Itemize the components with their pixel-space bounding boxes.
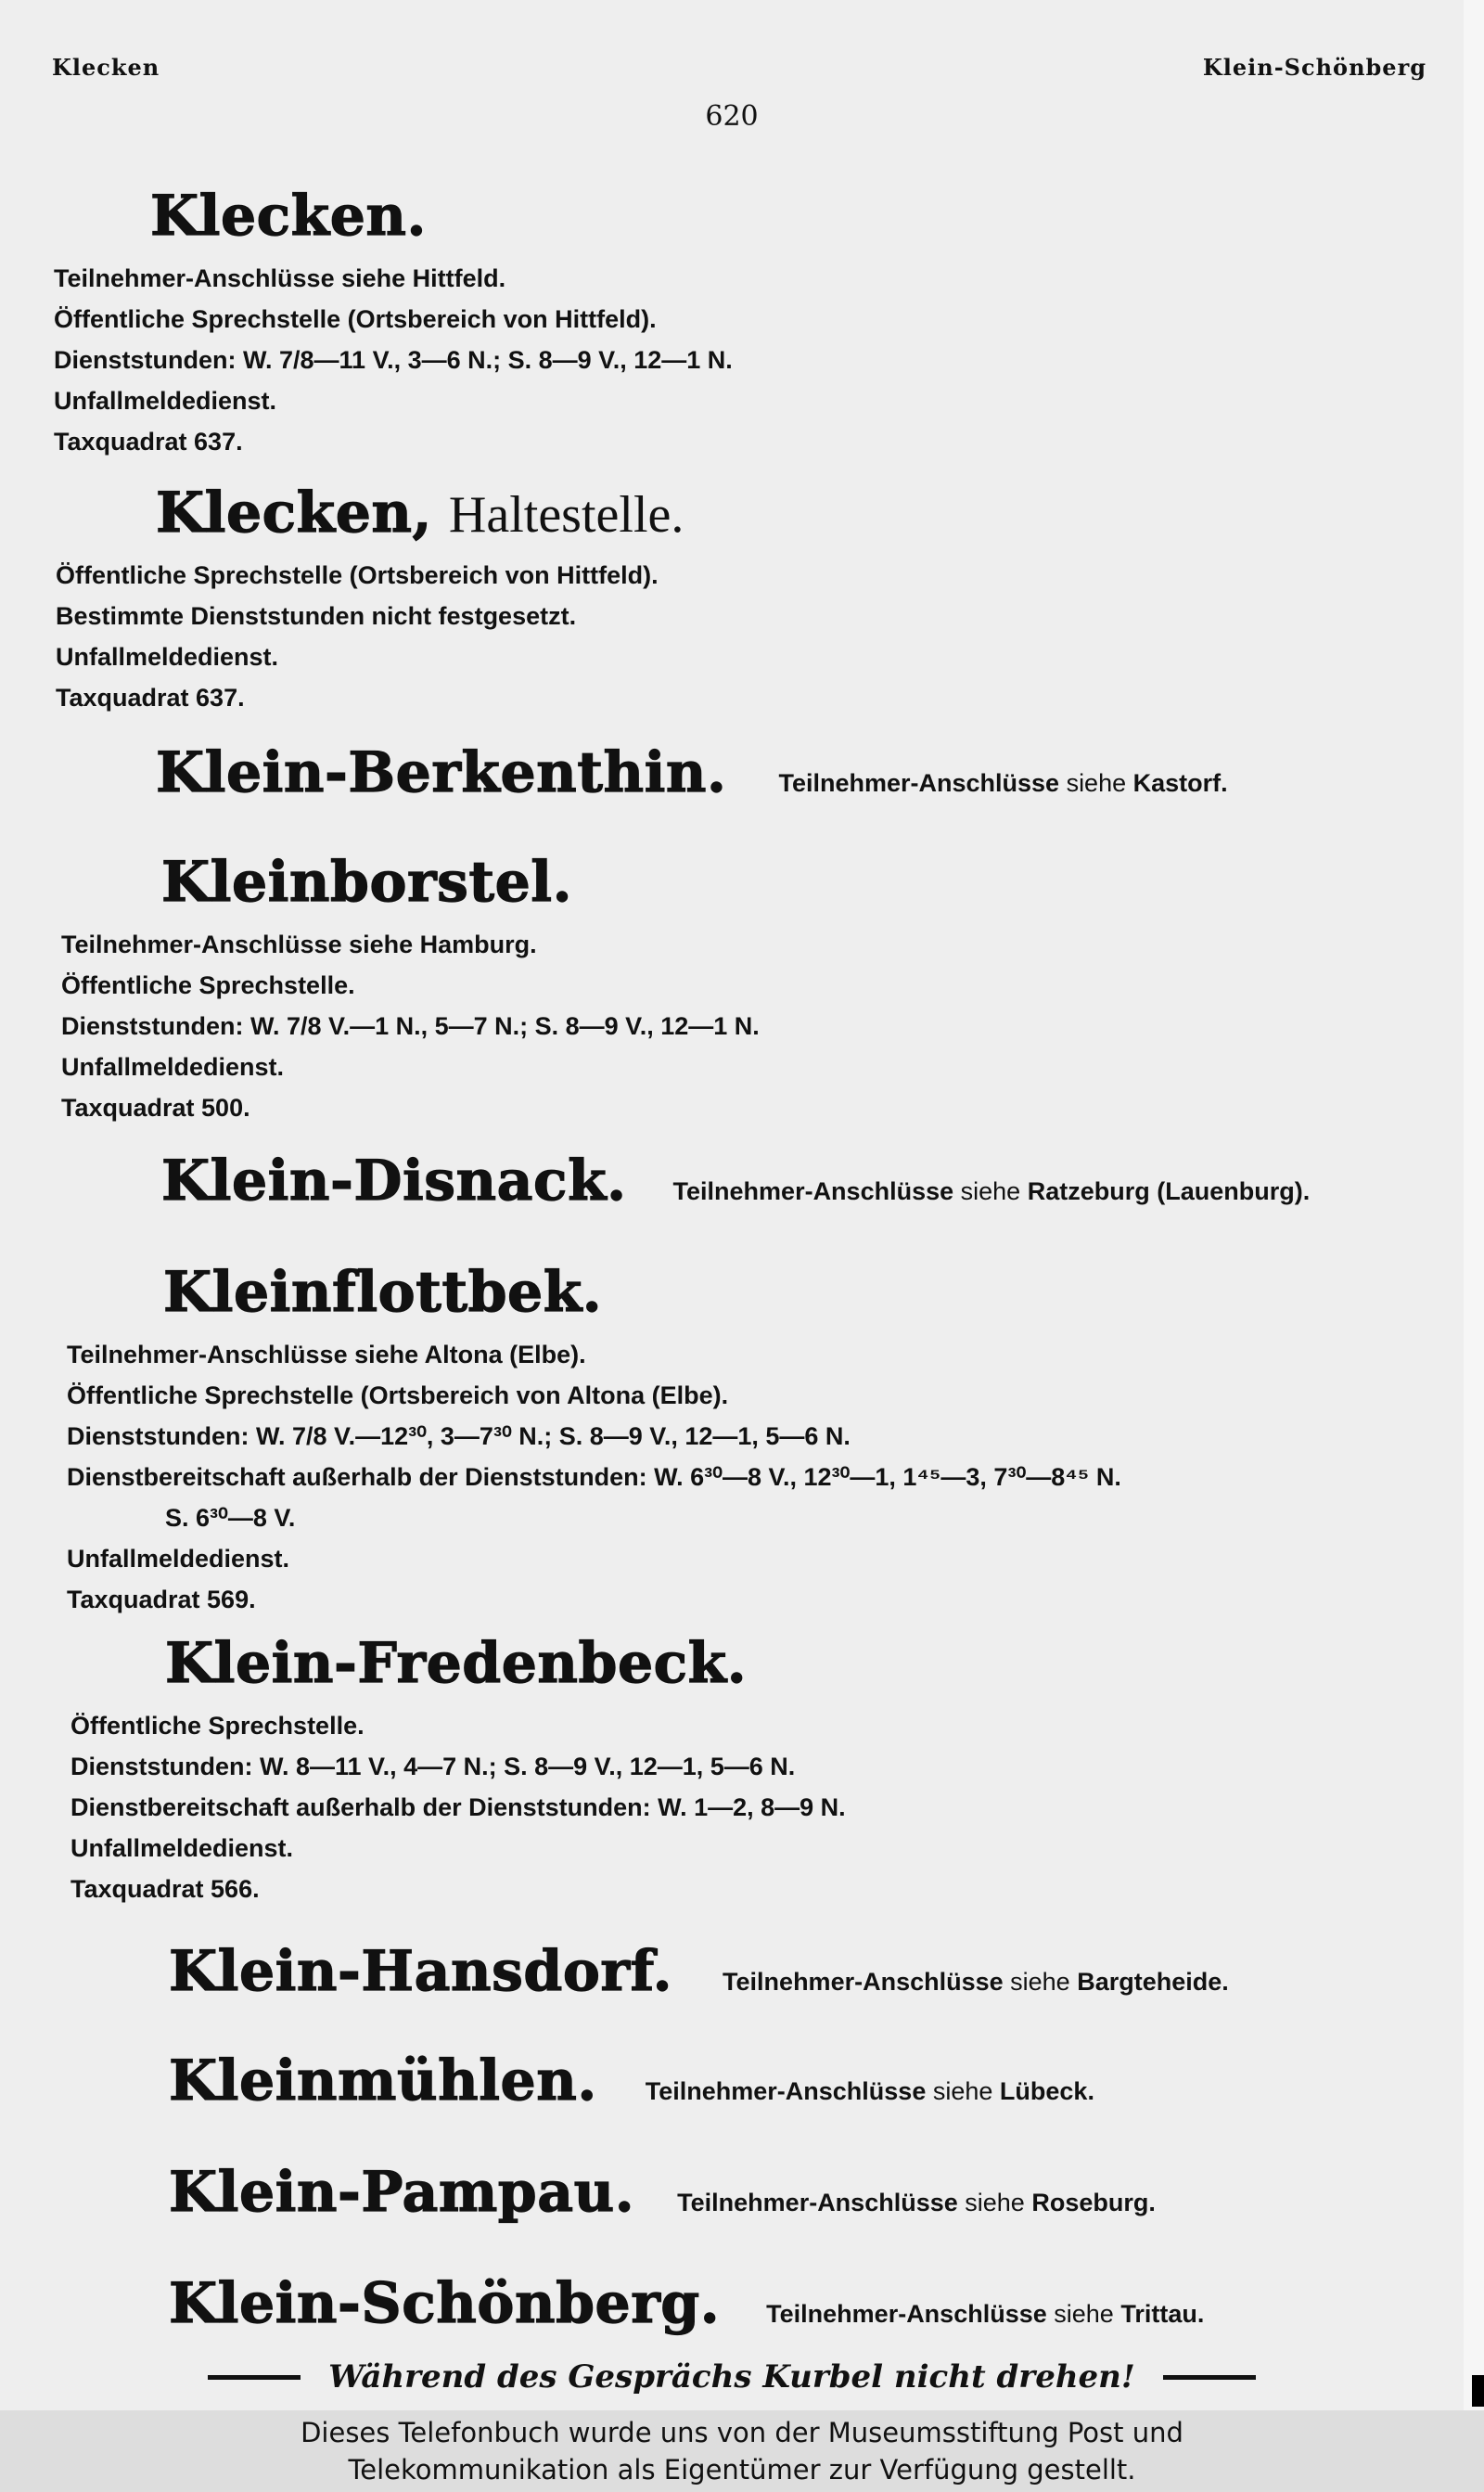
entry-line: Dienststunden: W. 7/8 V.—12³⁰, 3—7³⁰ N.; S. 8—9 V., 12—1, 5—6 N.: [67, 1422, 851, 1450]
entry-line: Bestimmte Dienststunden nicht festgesetzt.: [56, 602, 577, 630]
entry-reference: [677, 2189, 1156, 2217]
entry-title-addition: Haltestelle.: [448, 486, 684, 544]
footer-rule-left: [208, 2375, 301, 2380]
directory-entry: [0, 850, 1484, 1128]
directory-entry: [0, 1260, 1484, 1620]
directory-entry: [0, 1939, 1484, 2004]
directory-entry: [0, 1631, 1484, 1909]
entry-title: Klein-Schönberg.: [169, 2271, 721, 2336]
directory-entry: [0, 2271, 1484, 2336]
running-head-left: Klecken: [52, 54, 160, 81]
directory-entry: [0, 184, 1484, 462]
entry-title: Klein-Pampau.: [169, 2160, 635, 2225]
credit-line-1: Dieses Telefonbuch wurde uns von der Museumsstiftung Post und: [301, 2417, 1183, 2448]
entry-line: Öffentliche Sprechstelle (Ortsbereich von Hittfeld).: [56, 561, 659, 589]
reference-prefix: Teilnehmer-Anschlüsse: [778, 769, 1060, 797]
reference-siehe: siehe: [1010, 1968, 1070, 1996]
footer-rule-right: [1163, 2375, 1256, 2380]
reference-target: Kastorf.: [1132, 769, 1228, 797]
entry-title: Klein-Berkenthin.: [156, 740, 727, 805]
entry-line: Taxquadrat 637.: [54, 428, 243, 456]
entry-line: Unfallmeldedienst.: [56, 643, 279, 671]
reference-siehe: siehe: [1054, 2300, 1114, 2328]
footer-note: Während des Gesprächs Kurbel nicht drehen!: [328, 2358, 1135, 2396]
entry-line: Dienstbereitschaft außerhalb der Dienststunden: W. 1—2, 8—9 N.: [70, 1793, 846, 1821]
entry-line: Taxquadrat 566.: [70, 1875, 260, 1903]
entry-line: Teilnehmer-Anschlüsse siehe Hamburg.: [61, 931, 537, 958]
entry-title: Klein-Fredenbeck.: [165, 1631, 748, 1696]
reference-target: Lübeck.: [999, 2077, 1094, 2105]
edge-mark: [1472, 2375, 1484, 2407]
entry-line: Unfallmeldedienst.: [70, 1834, 294, 1862]
reference-target: Bargteheide.: [1077, 1968, 1229, 1996]
footer-notice: [0, 2357, 1464, 2397]
entry-reference: [723, 1968, 1229, 1997]
entry-reference: [778, 769, 1227, 798]
directory-entry: [0, 2049, 1484, 2113]
entry-line: S. 6³⁰—8 V.: [165, 1504, 296, 1532]
entry-title: Klein-Disnack.: [161, 1149, 627, 1214]
entry-title: Kleinflottbek.: [163, 1260, 603, 1325]
entry-title: Klecken,: [156, 481, 432, 546]
entry-line: Taxquadrat 569.: [67, 1586, 256, 1613]
reference-siehe: siehe: [960, 1177, 1021, 1205]
entry-line: Öffentliche Sprechstelle (Ortsbereich von Altona (Elbe).: [67, 1381, 729, 1409]
directory-entry: [0, 481, 1484, 718]
directory-entry: [0, 740, 1484, 805]
entry-line: Dienststunden: W. 7/8 V.—1 N., 5—7 N.; S. 8—9 V., 12—1 N.: [61, 1012, 760, 1040]
entry-line: Öffentliche Sprechstelle.: [70, 1712, 365, 1740]
entry-reference: [766, 2300, 1204, 2329]
entry-title: Klecken.: [150, 184, 427, 249]
entry-reference: [673, 1177, 1311, 1206]
entry-title: Klein-Hansdorf.: [169, 1939, 673, 2004]
entry-line: Unfallmeldedienst.: [61, 1053, 285, 1081]
entry-line: Taxquadrat 637.: [56, 684, 245, 712]
entry-line: Dienststunden: W. 8—11 V., 4—7 N.; S. 8—9 V., 12—1, 5—6 N.: [70, 1753, 796, 1780]
entry-line: Teilnehmer-Anschlüsse siehe Hittfeld.: [54, 264, 506, 292]
entry-line: Unfallmeldedienst.: [54, 387, 277, 415]
reference-prefix: Teilnehmer-Anschlüsse: [766, 2300, 1047, 2328]
reference-prefix: Teilnehmer-Anschlüsse: [672, 1177, 954, 1205]
reference-target: Trittau.: [1120, 2300, 1205, 2328]
reference-prefix: Teilnehmer-Anschlüsse: [677, 2189, 958, 2216]
credit-line-2: Telekommunikation als Eigentümer zur Verfügung gestellt.: [348, 2454, 1136, 2486]
entry-line: Öffentliche Sprechstelle (Ortsbereich von Hittfeld).: [54, 305, 657, 333]
reference-prefix: Teilnehmer-Anschlüsse: [723, 1968, 1004, 1996]
reference-target: Roseburg.: [1031, 2189, 1156, 2216]
entry-title: Kleinborstel.: [161, 850, 572, 915]
entry-line: Öffentliche Sprechstelle.: [61, 971, 355, 999]
reference-siehe: siehe: [965, 2189, 1025, 2216]
entry-line: Unfallmeldedienst.: [67, 1545, 290, 1573]
entry-line: Taxquadrat 500.: [61, 1094, 250, 1122]
directory-entry: [0, 1149, 1484, 1214]
credit-banner: [0, 2410, 1484, 2492]
entry-reference: [646, 2077, 1094, 2106]
entry-title: Kleinmühlen.: [169, 2049, 597, 2113]
reference-target: Ratzeburg (Lauenburg).: [1027, 1177, 1311, 1205]
running-head-right: Klein-Schönberg: [1202, 54, 1426, 81]
entry-line: Dienstbereitschaft außerhalb der Dienststunden: W. 6³⁰—8 V., 12³⁰—1, 1⁴⁵—3, 7³⁰—8⁴⁵ N.: [67, 1463, 1121, 1491]
entry-line: Dienststunden: W. 7/8—11 V., 3—6 N.; S. 8—9 V., 12—1 N.: [54, 346, 733, 374]
entry-line: Teilnehmer-Anschlüsse siehe Altona (Elbe).: [67, 1341, 586, 1368]
page-number: 620: [705, 100, 759, 133]
directory-entry: [0, 2160, 1484, 2225]
reference-prefix: Teilnehmer-Anschlüsse: [645, 2077, 927, 2105]
reference-siehe: siehe: [932, 2077, 993, 2105]
reference-siehe: siehe: [1066, 769, 1127, 797]
